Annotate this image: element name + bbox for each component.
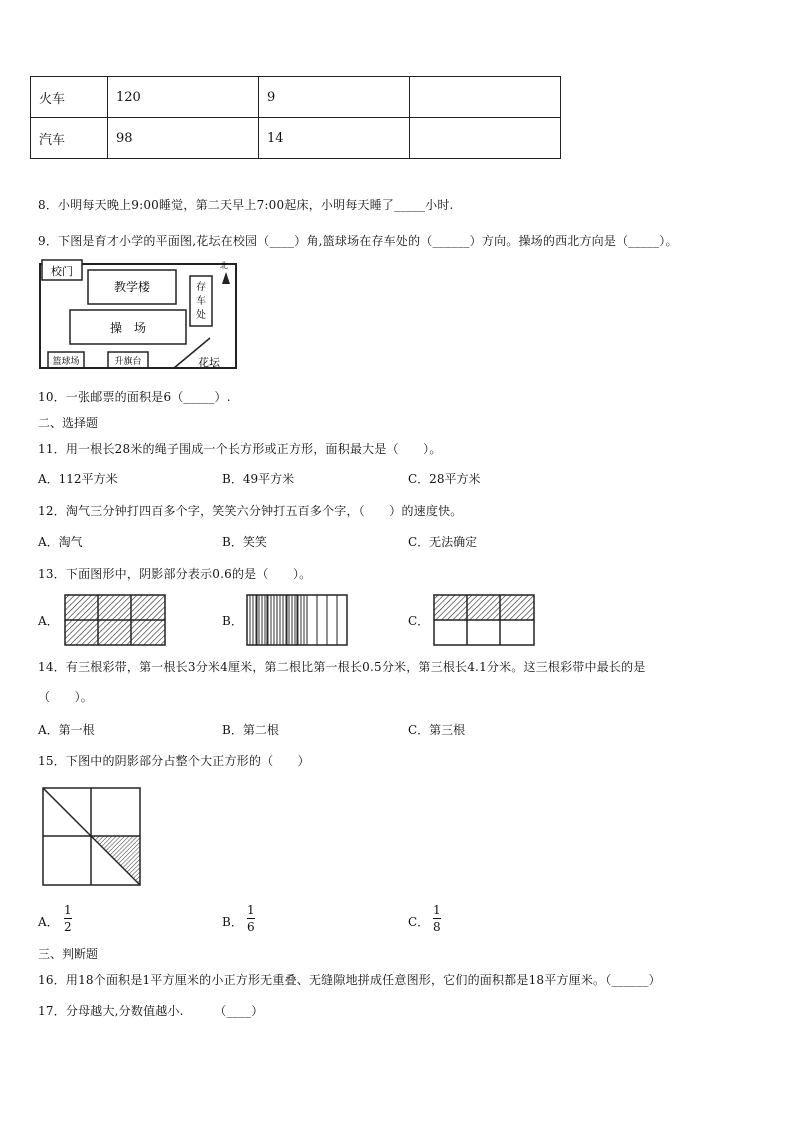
q13-figure-c[interactable] [433,594,537,648]
table-row [31,118,561,159]
map-bike-label-1: 存 [196,282,206,293]
section-3-title: 三、判断题 [38,947,99,961]
numerator: 1 [433,903,441,917]
q13-label-c[interactable]: C． [408,614,430,628]
q15-option-b-label[interactable]: B． [222,915,243,929]
q13-label-a[interactable]: A． [38,614,59,628]
q12-option-a[interactable]: A．淘气 [38,535,83,549]
map-building-label: 教学楼 [113,280,151,294]
figure-c-shade [434,595,534,620]
question-8: 8．小明每天晚上9:00睡觉，第二天早上7:00起床，小明每天睡了_____小时. [38,198,454,212]
question-9: 9．下图是育才小学的平面图,花坛在校园（____）角,篮球场在存车处的（______）方向。操场的西北方向是（_____）。 [38,234,678,248]
question-13: 13．下面图形中，阴影部分表示0.6的是（ ）。 [38,567,312,581]
map-flag-label: 升旗台 [114,357,142,367]
table-row [31,77,561,118]
numerator: 1 [64,903,72,917]
north-arrow-icon [222,272,230,284]
q13-figure-b[interactable] [246,594,350,648]
q15-option-a-fraction [64,903,72,934]
q11-option-a[interactable]: A．112平方米 [38,472,118,486]
q14-option-b[interactable]: B．第二根 [222,723,279,737]
school-map [38,256,244,374]
q15-option-b-fraction [247,903,255,934]
q13-figure-a[interactable] [64,594,168,648]
question-16: 16．用18个面积是1平方厘米的小正方形无重叠、无缝隙地拼成任意图形，它们的面积都是18平方厘米。（______） [38,973,661,987]
table-cell: 120 [108,77,259,118]
q11-option-c[interactable]: C．28平方米 [408,472,481,486]
map-court-label: 篮球场 [52,357,80,367]
fraction-bar [247,918,255,919]
q11-option-b[interactable]: B．49平方米 [222,472,295,486]
denominator: 6 [247,920,255,934]
section-2-title: 二、选择题 [38,416,99,430]
question-11: 11．用一根长28米的绳子围成一个长方形或正方形，面积最大是（ ）。 [38,442,442,456]
table-cell [410,118,561,159]
table-cell: 9 [259,77,410,118]
q14-option-c[interactable]: C．第三根 [408,723,466,737]
fraction-bar [64,918,72,919]
question-12: 12．淘气三分钟打四百多个字，笑笑六分钟打五百多个字，（ ）的速度快。 [38,504,463,518]
q15-option-a-label[interactable]: A． [38,915,59,929]
question-14-line-1: 14．有三根彩带，第一根长3分米4厘米，第二根比第一根长0.5分米，第三根长4.1分米。这三根彩带中最长的是 [38,660,646,674]
denominator: 2 [64,920,72,934]
table-cell: 汽车 [31,118,108,159]
question-15: 15．下图中的阴影部分占整个大正方形的（ ） [38,754,310,768]
map-bike-label-3: 处 [196,310,206,321]
fraction-bar [433,918,441,919]
table-cell [410,77,561,118]
map-bike-label-2: 车 [196,296,206,307]
question-14-line-2: （ ）。 [38,690,94,704]
data-table [30,76,561,159]
map-garden-label: 花坛 [198,356,220,369]
numerator: 1 [247,903,255,917]
map-playground-label: 操 场 [109,321,147,335]
q12-option-b[interactable]: B．笑笑 [222,535,267,549]
map-gate-label: 校门 [51,265,73,278]
q15-figure [42,787,142,887]
q14-option-a[interactable]: A．第一根 [38,723,95,737]
q13-label-b[interactable]: B． [222,614,243,628]
table-cell: 98 [108,118,259,159]
question-17: 17．分母越大,分数值越小. （____） [38,1004,264,1018]
table-cell: 14 [259,118,410,159]
question-10: 10．一张邮票的面积是6（_____）. [38,390,231,404]
table-cell: 火车 [31,77,108,118]
q12-option-c[interactable]: C．无法确定 [408,535,478,549]
q15-option-c-fraction [433,903,441,934]
denominator: 8 [433,920,441,934]
q15-option-c-label[interactable]: C． [408,915,430,929]
north-label: 北 [220,261,228,270]
